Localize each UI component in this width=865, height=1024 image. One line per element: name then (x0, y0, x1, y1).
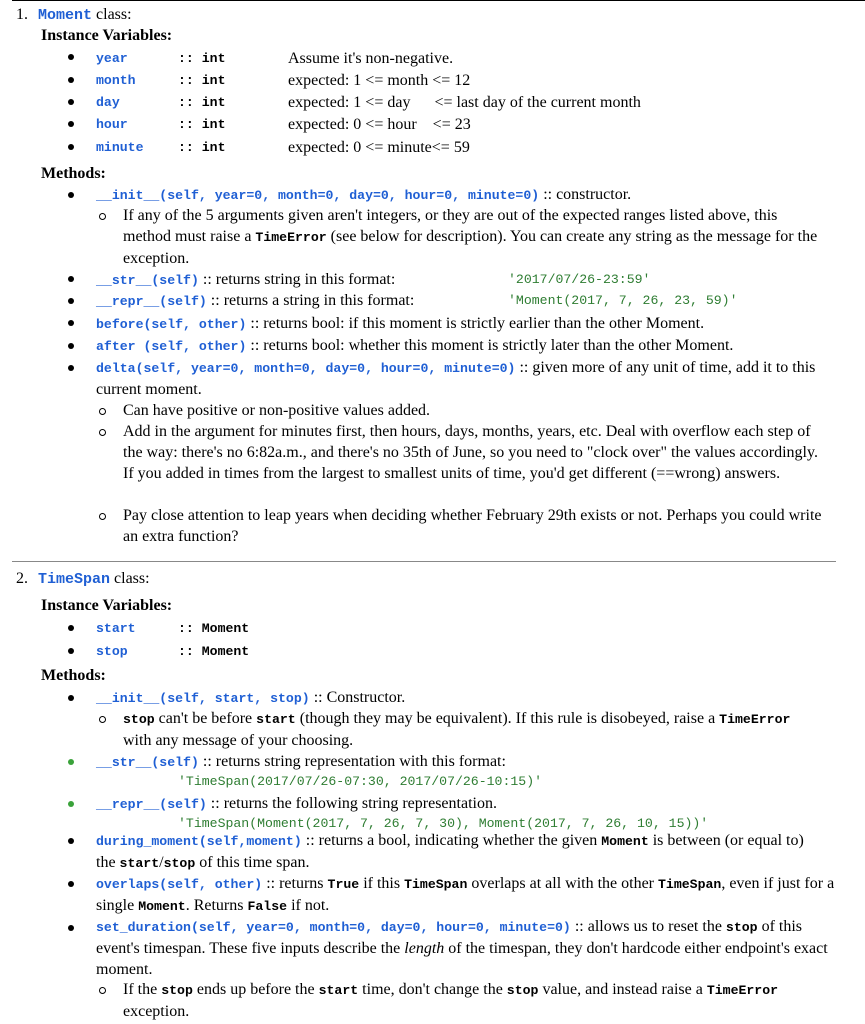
var-desc: expected: 0 <= minute<= 59 (288, 139, 470, 156)
var-minute: minute (96, 140, 144, 155)
var-desc: expected: 1 <= day <= last day of the current month (288, 94, 641, 111)
var-type: :: int (178, 51, 226, 66)
method-signature: __init__(self, year=0, month=0, day=0, hour=0, minute=0) (96, 188, 540, 203)
method-signature: after (self, other) (96, 339, 247, 354)
method-init (96, 687, 405, 709)
circle-bullet-icon (99, 408, 106, 415)
method-signature: __str__(self) (96, 273, 199, 288)
var-desc: Assume it's non-negative. (288, 50, 454, 67)
var-type: :: Moment (178, 644, 250, 659)
text: , even if just for a single (96, 875, 835, 914)
bullet-icon (68, 320, 74, 326)
str-example: '2017/07/26-23:59' (508, 272, 651, 287)
method-signature: set_duration(self, year=0, month=0, day=0, hour=0, minute=0) (96, 920, 571, 935)
code-timeerror: TimeError (706, 983, 779, 998)
bullet-icon (68, 54, 74, 60)
methods-heading: Methods: (41, 165, 106, 182)
code-timespan: TimeSpan (658, 877, 722, 892)
bullet-icon (68, 695, 74, 701)
method-before (96, 313, 704, 335)
code-stop: stop (123, 712, 155, 727)
method-overlaps (96, 873, 836, 917)
method-signature: overlaps(self, other) (96, 877, 263, 892)
repr-example: 'TimeSpan(Moment(2017, 7, 26, 7, 30), Moment(2017, 7, 26, 10, 15))' (178, 816, 709, 831)
method-str (96, 751, 506, 773)
bullet-icon (68, 144, 74, 150)
method-desc: :: returns bool: if this moment is strictly earlier than the other Moment. (246, 315, 705, 332)
method-signature: __str__(self) (96, 755, 199, 770)
method-desc: :: given more of any unit of time, add it to this current moment. (96, 359, 816, 398)
text: of this event's timespan. These five inputs describe the (96, 918, 803, 957)
set-duration-requirement (123, 979, 813, 1022)
text: ends up before the (192, 981, 319, 998)
method-signature: during_moment(self,moment) (96, 834, 302, 849)
var-year: year (96, 51, 128, 66)
section-number: 1. (16, 6, 28, 23)
method-during-moment (96, 830, 826, 874)
text: exception. (123, 1003, 190, 1020)
code-stop: stop (725, 920, 758, 935)
method-after (96, 335, 733, 357)
class-name-timespan: TimeSpan (38, 571, 111, 588)
method-signature: __init__(self, start, stop) (96, 691, 310, 706)
text: of the timespan, they don't hardcode either endpoint's exact moment. (96, 940, 828, 978)
delta-note: Add in the argument for minutes first, then hours, days, months, years, etc. Deal with overflow each step of the way: there's no 6:82a.m., and there's no 35th of June, so you need to "clock over" the values accordingly. If you added in times from the largest to smallest units of time, you'd get different (==wrong) answers. (123, 423, 818, 482)
circle-bullet-icon (99, 213, 106, 220)
var-type: :: int (178, 117, 226, 132)
section1-heading (16, 4, 132, 26)
emphasis-length: length (404, 940, 445, 957)
code-timeerror: TimeError (255, 230, 327, 245)
bullet-icon (68, 99, 74, 105)
text: :: returns (262, 875, 328, 892)
init-requirement (123, 205, 823, 269)
method-signature: __repr__(self) (96, 294, 207, 309)
text: with any message of your choosing. (123, 732, 354, 749)
var-hour: hour (96, 117, 128, 132)
text: :: allows us to reset the (570, 918, 726, 935)
code-false: False (247, 899, 288, 914)
text: . Returns (185, 897, 248, 914)
bullet-icon (68, 925, 74, 931)
method-desc: :: constructor. (539, 186, 632, 203)
method-signature: __repr__(self) (96, 797, 207, 812)
text: (see below for description). You can create any string as the message for the exception. (123, 228, 818, 267)
circle-bullet-icon (99, 429, 106, 436)
circle-bullet-icon (99, 987, 106, 994)
code-start: start (318, 983, 359, 998)
method-desc: :: returns string in this format: (198, 271, 396, 288)
var-desc: expected: 1 <= month <= 12 (288, 72, 471, 89)
instance-variables-heading: Instance Variables: (41, 597, 173, 614)
instance-variables-heading: Instance Variables: (41, 27, 173, 44)
section2-heading (16, 568, 150, 590)
init-requirement (123, 708, 813, 751)
var-type: :: int (178, 140, 226, 155)
method-init (96, 184, 631, 206)
method-str (96, 269, 395, 291)
code-moment: Moment (601, 834, 649, 849)
circle-bullet-icon (99, 716, 106, 723)
delta-note: Pay close attention to leap years when deciding whether February 29th exists or not. Perhaps you could write an extra function? (123, 507, 822, 545)
method-set-duration (96, 916, 836, 980)
var-start: start (96, 621, 136, 636)
text: of this time span. (195, 854, 310, 871)
bullet-icon (68, 801, 74, 807)
section-divider (12, 561, 836, 562)
var-stop: stop (96, 644, 128, 659)
method-delta (96, 357, 836, 400)
bullet-icon (68, 365, 74, 371)
text: can't be before (154, 710, 257, 727)
method-desc: :: Constructor. (309, 689, 406, 706)
text: time, don't change the (358, 981, 507, 998)
bullet-icon (68, 881, 74, 887)
text: If the (123, 981, 162, 998)
var-type: :: Moment (178, 621, 250, 636)
code-stop: stop (161, 983, 193, 998)
bullet-icon (68, 759, 74, 765)
text: (though they may be equivalent). If this rule is disobeyed, raise a (295, 710, 720, 727)
bullet-icon (68, 298, 74, 304)
var-month: month (96, 73, 136, 88)
bullet-icon (68, 121, 74, 127)
circle-bullet-icon (99, 513, 106, 520)
code-stop: stop (506, 983, 539, 998)
code-stop: stop (163, 856, 196, 871)
bullet-icon (68, 77, 74, 83)
var-desc: expected: 0 <= hour <= 23 (288, 116, 471, 133)
class-word: class: (92, 6, 132, 23)
text: / (159, 854, 164, 871)
method-repr (96, 793, 497, 815)
code-timeerror: TimeError (719, 712, 791, 727)
var-day: day (96, 95, 120, 110)
bullet-icon (68, 838, 74, 844)
class-word: class: (110, 570, 150, 587)
bullet-icon (68, 343, 74, 349)
text: if not. (287, 897, 330, 914)
text: overlaps at all with the other (467, 875, 658, 892)
code-timespan: TimeSpan (404, 877, 468, 892)
methods-heading: Methods: (41, 667, 106, 684)
var-type: :: int (178, 73, 226, 88)
text: is between (or equal to) the (96, 832, 804, 871)
code-start: start (256, 712, 296, 727)
top-rule (12, 0, 865, 1)
code-moment: Moment (138, 899, 186, 914)
repr-example: 'Moment(2017, 7, 26, 23, 59)' (508, 293, 738, 308)
method-desc: :: returns the following string representation. (206, 795, 497, 812)
bullet-icon (68, 625, 74, 631)
method-desc: :: returns string representation with this format: (198, 753, 506, 770)
method-signature: delta(self, year=0, month=0, day=0, hour=0, minute=0) (96, 361, 516, 376)
method-desc: :: returns a string in this format: (206, 292, 415, 309)
bullet-icon (68, 276, 74, 282)
text: if this (359, 875, 405, 892)
text: If any of the 5 arguments given aren't integers, or they are out of the expected ranges listed above, this method must raise a (123, 207, 778, 245)
code-start: start (119, 856, 160, 871)
text: :: returns a bool, indicating whether the given (301, 832, 602, 849)
method-repr (96, 290, 414, 312)
delta-note: Can have positive or non-positive values added. (123, 402, 431, 419)
text: value, and instead raise a (538, 981, 707, 998)
section-number: 2. (16, 570, 28, 587)
code-true: True (327, 877, 360, 892)
class-name-moment: Moment (38, 7, 93, 24)
bullet-icon (68, 648, 74, 654)
method-desc: :: returns bool: whether this moment is strictly later than the other Moment. (246, 337, 734, 354)
bullet-icon (68, 192, 74, 198)
str-example: 'TimeSpan(2017/07/26-07:30, 2017/07/26-10:15)' (178, 774, 543, 789)
var-type: :: int (178, 95, 226, 110)
method-signature: before(self, other) (96, 317, 247, 332)
